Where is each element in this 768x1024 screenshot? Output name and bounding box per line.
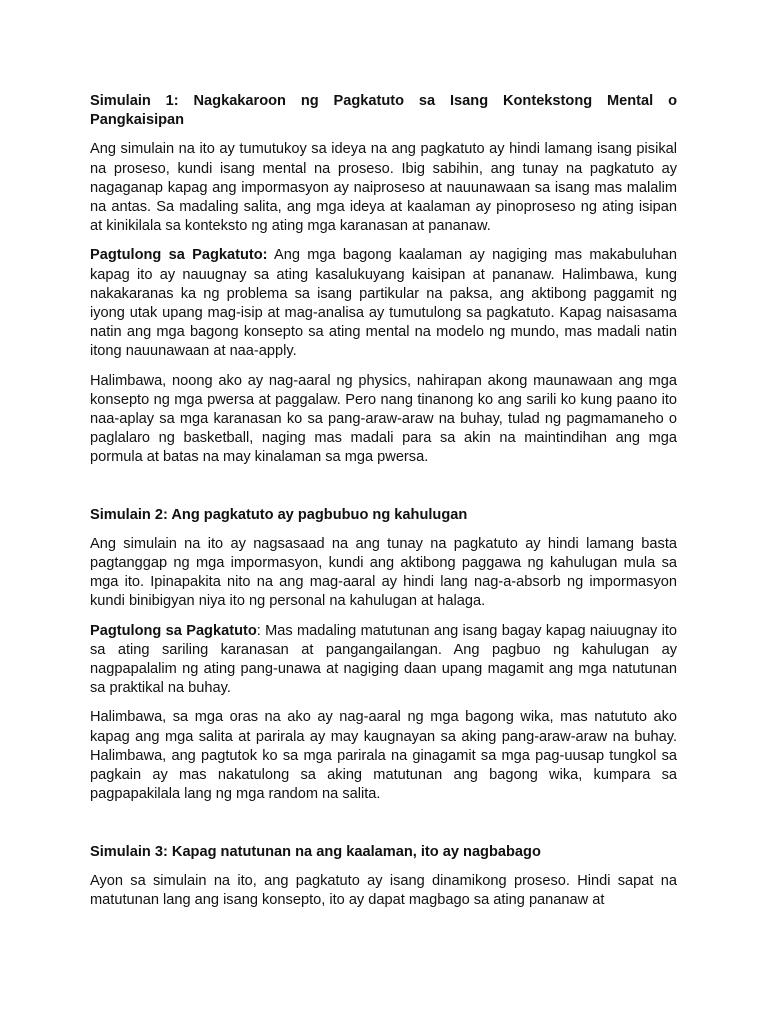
section-1-intro: Ang simulain na ito ay tumutukoy sa ideya na ang pagkatuto ay hindi lamang isang pisikal na proseso, kundi isang mental na proseso. Ibig sabihin, ang tunay na pagkatuto ay nagaganap kapag ang impormasyon ay naiproseso at nauunawaan sa isang mas malalim na antas. Sa madaling salita, ang mga ideya at kaalaman ay pinoproseso ng ating isipan at kinikilala sa konteksto ng ating mga karanasan at pananaw. [90,141,677,235]
section-1-help-text: Ang mga bagong kaalaman ay nagiging mas makabuluhan kapag ito ay nauugnay sa ating kasalukuyang kaisipan at pananaw. Halimbawa, kung nakakaranas ka ng problema sa isang partikular na paksa, ang aktibong paggamit ng iyong utak upang mag-isip at mag-analisa ay tumutulong sa pagkatuto. Kapag naisasama natin ang mga bagong konsepto sa ating mental na modelo ng mundo, mas madali natin itong nauunawaan at naa-apply. [90,247,677,360]
section-divider [90,478,677,506]
section-1-help-label: Pagtulong sa Pagkatuto: [90,247,268,264]
section-3-heading: Simulain 3: Kapag natutunan na ang kaalaman, ito ay nagbabago [90,843,541,860]
section-divider [90,815,677,843]
section-2-help-text: : Mas madaling matutunan ang isang bagay kapag naiuugnay ito sa ating sariling karanasan at pangangailangan. Ang pagbuo ng kahulugan ay nagpapalalim ng ating pang-unawa at nagiging daan upang magamit ang mga natutunan sa praktikal na buhay. [90,622,677,697]
document-page [90,92,677,920]
section-2-help-paragraph [90,622,677,699]
section-2-example: Halimbawa, sa mga oras na ako ay nag-aaral ng mga bagong wika, mas natututo ako kapag ang mga salita at parirala ay may kaugnayan sa aking pang-araw-araw na buhay. Halimbawa, ang pagtutok ko sa mga parirala na ginagamit sa mga pag-uusap tungkol sa pagkain ay mas nakatulong sa aking matutunan ang bagong wika, kumpara sa pagpapakilala lang ng mga random na salita. [90,709,677,803]
section-3-intro: Ayon sa simulain na ito, ang pagkatuto ay isang dinamikong proseso. Hindi sapat na matutunan lang ang isang konsepto, ito ay dapat magbago sa ating pananaw at [90,872,677,908]
section-1-example: Halimbawa, noong ako ay nag-aaral ng physics, nahirapan akong maunawaan ang mga konsepto ng mga pwersa at paggalaw. Pero nang tinanong ko ang sarili ko kung paano ito naa-aplay sa mga karanasan ko sa pang-araw-araw na buhay, tulad ng pagmamaneho o paglalaro ng basketball, naging mas madali para sa akin na maintindihan ang mga pormula at batas na may kinalaman sa mga pwersa. [90,372,677,466]
section-2-help-label: Pagtulong sa Pagkatuto [90,622,257,639]
section-2-intro: Ang simulain na ito ay nagsasaad na ang tunay na pagkatuto ay hindi lamang basta pagtanggap ng mga impormasyon, kundi ang aktibong paggawa ng kahulugan mula sa mga ito. Ipinapakita nito na ang mag-aaral ay hindi lang nag-a-absorb ng impormasyon kundi binibigyan niya ito ng personal na kahulugan at halaga. [90,535,677,610]
section-2-heading: Simulain 2: Ang pagkatuto ay pagbubuo ng kahulugan [90,506,468,523]
section-1-heading: Simulain 1: Nagkakaroon ng Pagkatuto sa Isang Kontekstong Mental o Pangkaisipan [90,93,677,129]
section-1-help-paragraph [90,246,677,361]
